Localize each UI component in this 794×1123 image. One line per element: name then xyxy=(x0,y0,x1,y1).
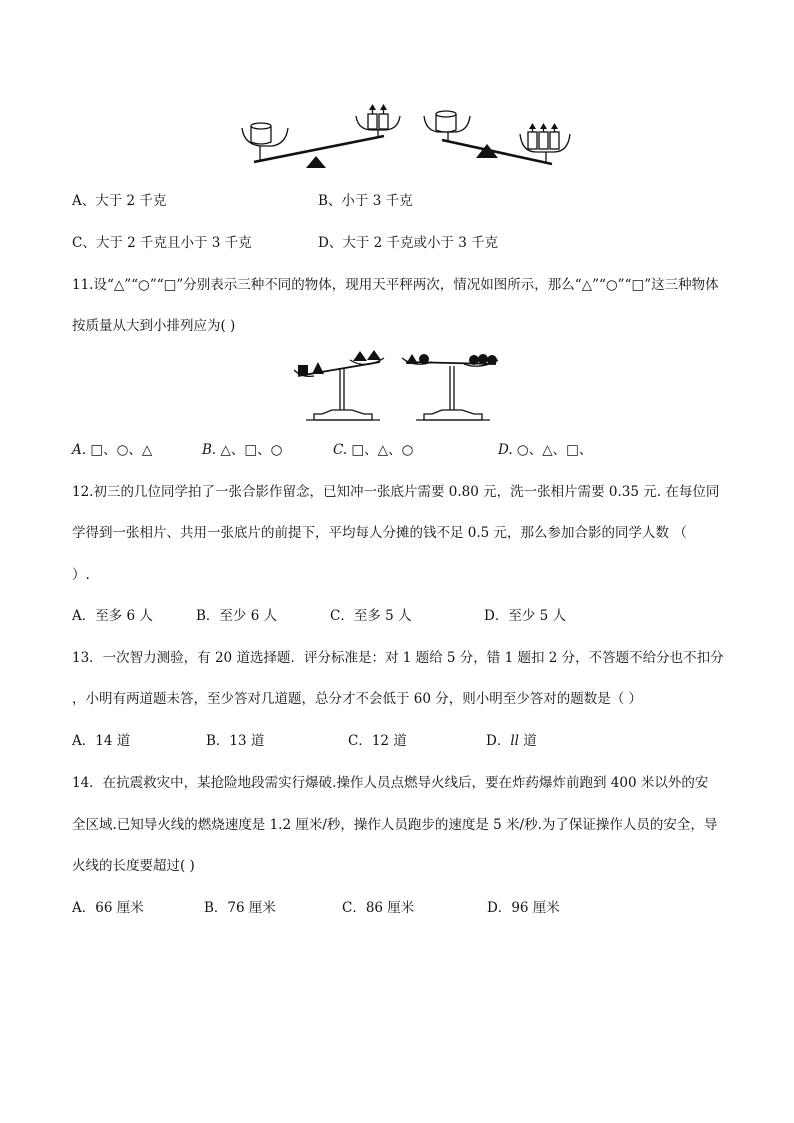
q11-option-b-text: △、□、○ xyxy=(216,442,283,458)
q11-option-c-text: □、△、○ xyxy=(347,442,414,458)
q14-option-d[interactable]: D．96 厘米 xyxy=(487,900,560,916)
q14-stem-line1: 14．在抗震救灾中，某抢险地段需实行爆破.操作人员点燃导火线后，要在炸药爆炸前跑到 400 米以外的安 xyxy=(72,775,709,791)
q11-option-c-letter: C. xyxy=(333,442,348,458)
q11-stem-line2: 按质量从大到小排列应为( ) xyxy=(72,318,236,334)
q11-option-d-letter: D. xyxy=(498,442,513,458)
q11-option-d[interactable] xyxy=(498,441,592,459)
q13-option-d-number: ll xyxy=(510,733,519,749)
q13-option-d-prefix: D． xyxy=(486,733,511,749)
q12-stem-line1: 12.初三的几位同学拍了一张合影作留念，已知冲一张底片需要 0.80 元，洗一张相片需要 0.35 元. 在每位同 xyxy=(72,484,720,500)
q13-option-d-suffix: 道 xyxy=(518,733,537,749)
q13-option-b[interactable]: B．13 道 xyxy=(206,733,265,749)
q11-option-c[interactable] xyxy=(333,441,413,459)
q11-option-a-letter: A. xyxy=(72,442,87,458)
q12-stem-line2: 学得到一张相片、共用一张底片的前提下，平均每人分摊的钱不足 0.5 元，那么参加合影的同学人数 （ xyxy=(72,525,687,541)
q11-option-b[interactable] xyxy=(202,441,282,459)
q10-option-c[interactable]: C、大于 2 千克且小于 3 千克 xyxy=(72,235,252,251)
q13-stem-line1: 13．一次智力测验，有 20 道选择题．评分标准是：对 1 题给 5 分，错 1 题扣 2 分，不答题不给分也不扣分 xyxy=(72,650,724,666)
q11-option-b-letter: B. xyxy=(202,442,217,458)
q11-stem-line1: 11.设“△”“○”“□”分别表示三种不同的物体，现用天平秤两次，情况如图所示，那么“△”“○”“□”这三种物体 xyxy=(72,277,719,293)
q14-stem-line3: 火线的长度要超过( ) xyxy=(72,858,195,874)
q14-option-a[interactable]: A．66 厘米 xyxy=(72,900,144,916)
q11-option-d-text: ○、△、□、 xyxy=(512,442,593,458)
q10-option-a[interactable]: A、大于 2 千克 xyxy=(72,193,167,209)
q11-option-a-text: □、○、△ xyxy=(86,442,153,458)
q13-option-c[interactable]: C．12 道 xyxy=(348,733,407,749)
q14-option-b[interactable]: B．76 厘米 xyxy=(204,900,276,916)
q13-stem-line2: ，小明有两道题未答，至少答对几道题，总分才不会低于 60 分，则小明至少答对的题数是（ ） xyxy=(72,691,643,707)
q13-option-d[interactable] xyxy=(486,732,537,750)
q14-option-c[interactable]: C．86 厘米 xyxy=(342,900,415,916)
q13-option-a[interactable]: A．14 道 xyxy=(72,733,131,749)
q10-option-b[interactable]: B、小于 3 千克 xyxy=(318,193,413,209)
q12-option-a[interactable]: A．至多 6 人 xyxy=(72,608,153,624)
q10-balance-figure xyxy=(232,100,572,172)
q12-option-c[interactable]: C．至多 5 人 xyxy=(330,608,412,624)
q11-option-a[interactable] xyxy=(72,441,152,459)
q11-balance-figure xyxy=(292,350,504,426)
q12-option-b[interactable]: B．至少 6 人 xyxy=(196,608,278,624)
q12-stem-line3: ）. xyxy=(72,567,90,583)
q10-option-d[interactable]: D、大于 2 千克或小于 3 千克 xyxy=(318,235,499,251)
q12-option-d[interactable]: D．至少 5 人 xyxy=(484,608,566,624)
q14-stem-line2: 全区域.已知导火线的燃烧速度是 1.2 厘米/秒，操作人员跑步的速度是 5 米/秒.为了保证操作人员的安全，导 xyxy=(72,817,718,833)
